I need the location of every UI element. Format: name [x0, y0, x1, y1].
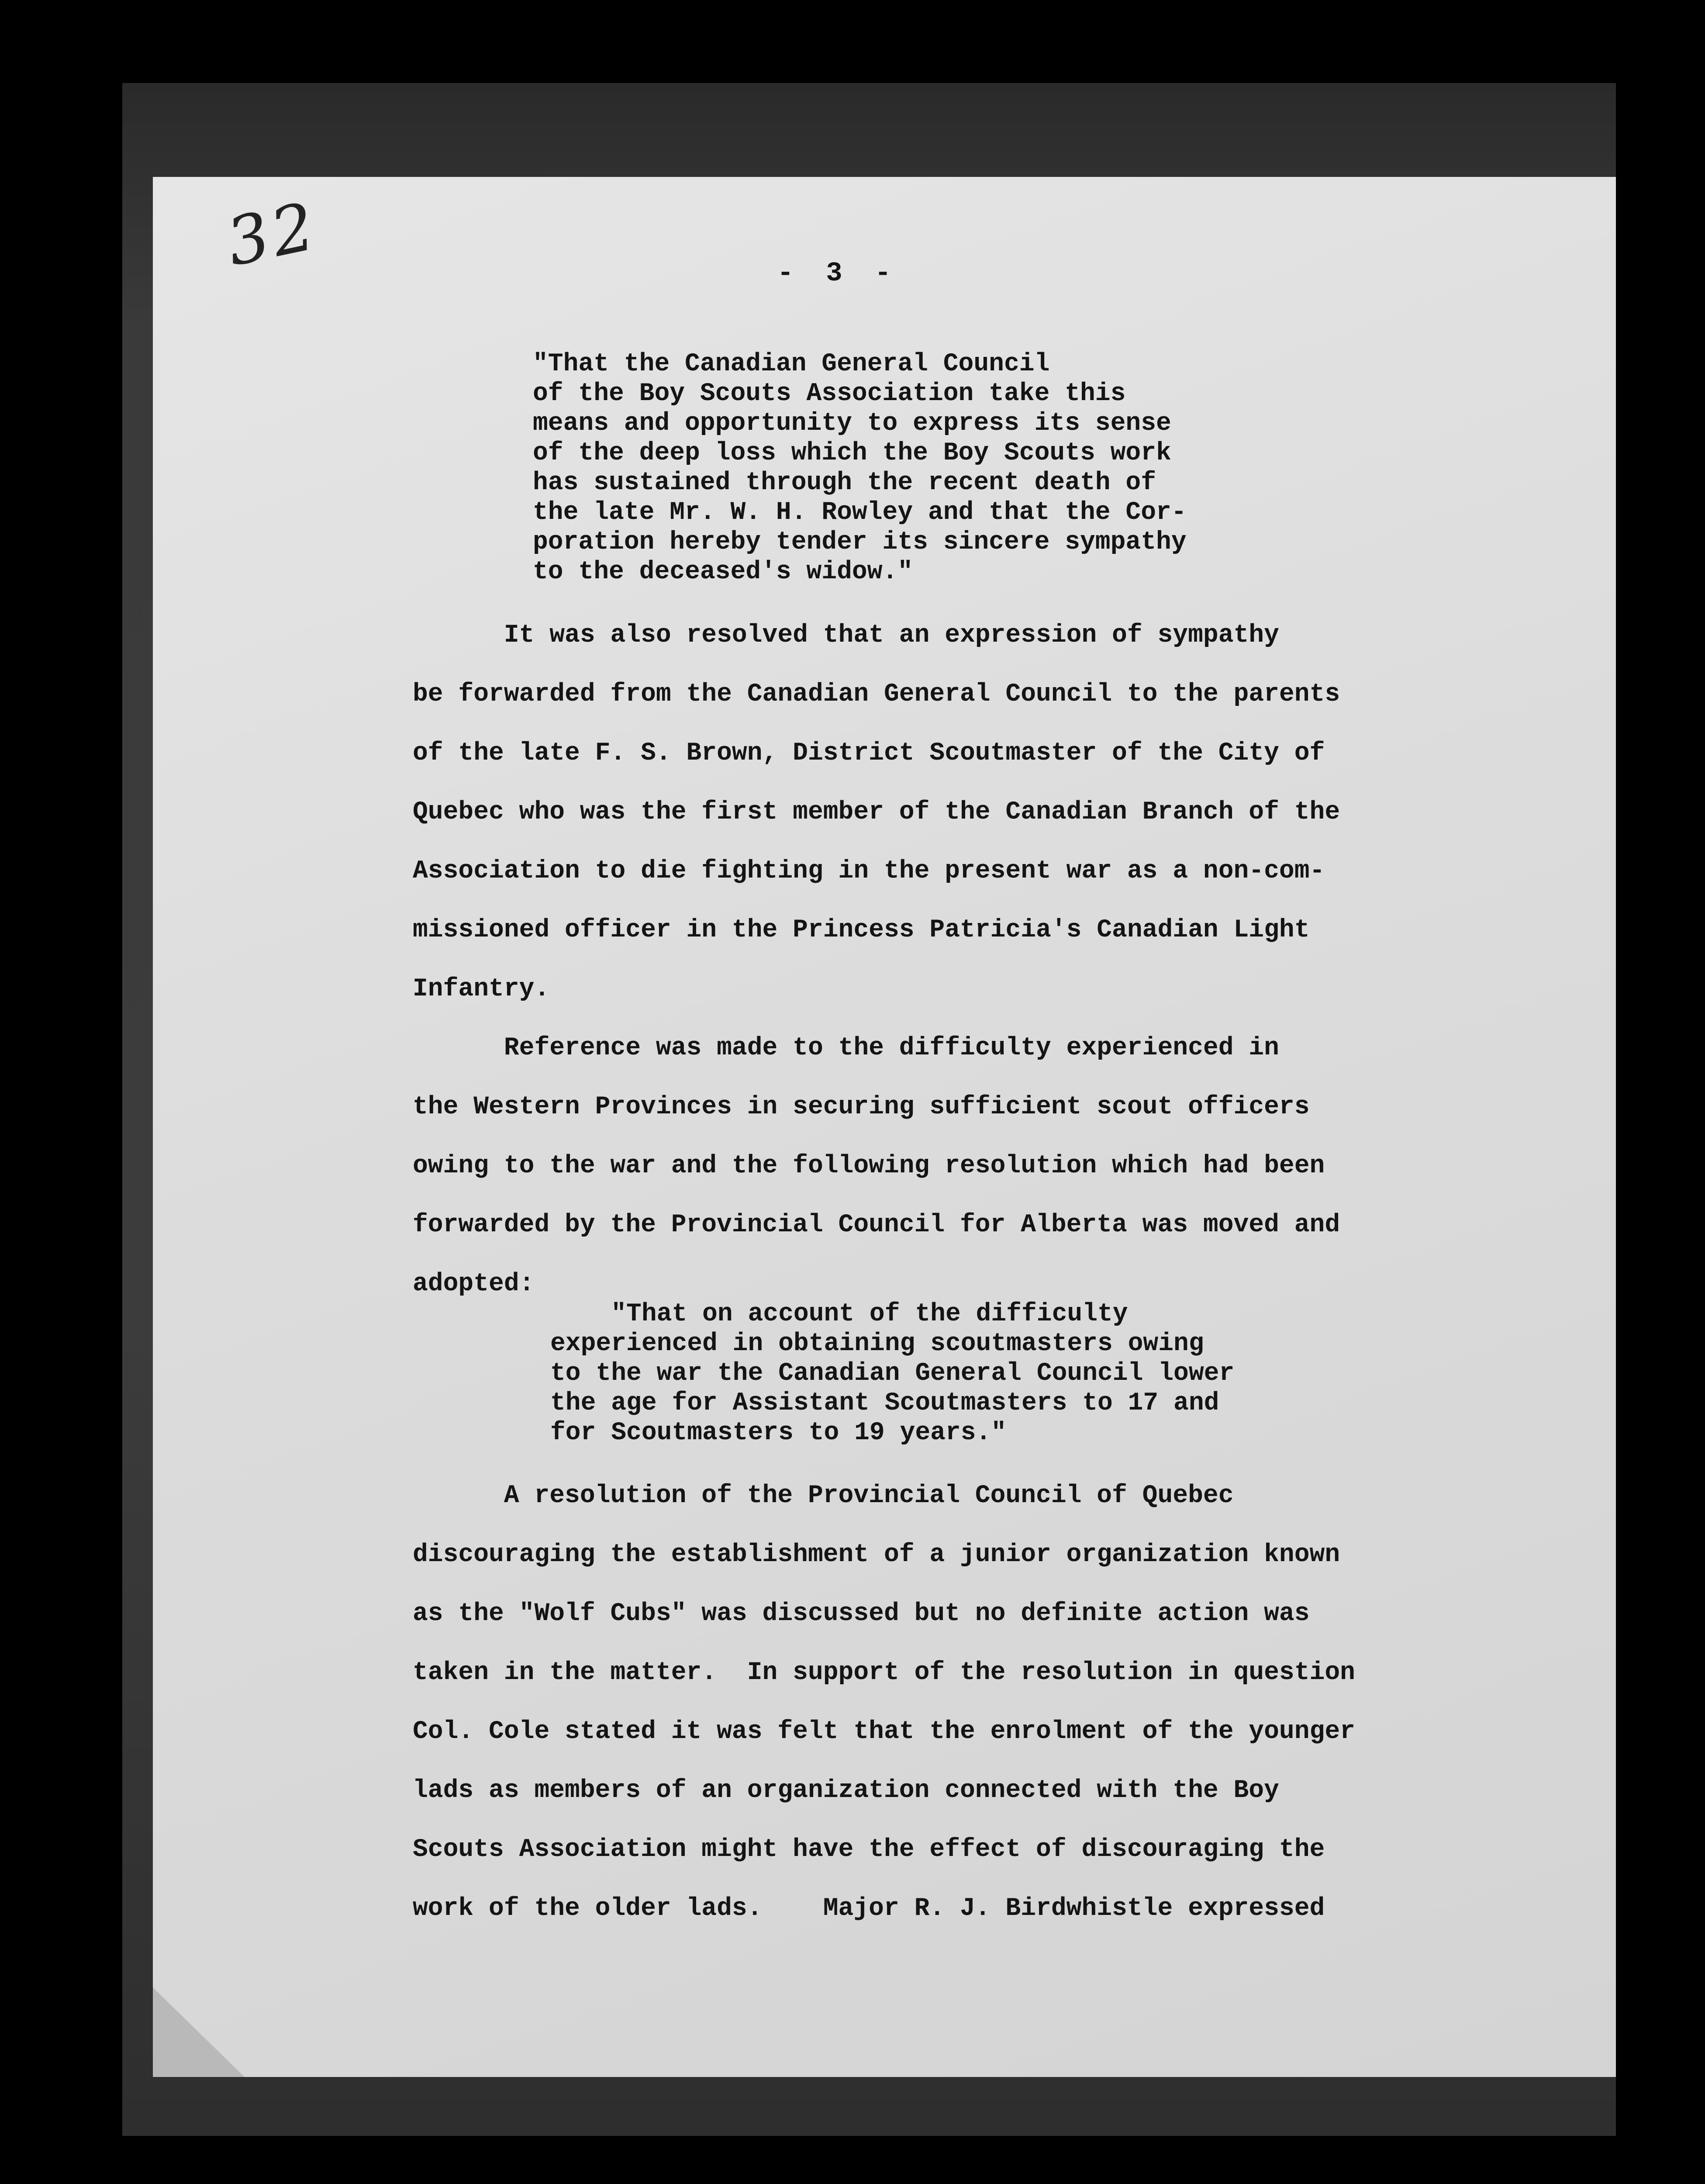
- paragraph-2-line: owing to the war and the following resolution which had been: [413, 1152, 1325, 1180]
- folded-corner: [153, 1987, 245, 2077]
- quote-line: "That the Canadian General Council: [533, 350, 1050, 378]
- paragraph-3-line: taken in the matter. In support of the resolution in question: [413, 1659, 1355, 1687]
- quote-line: the age for Assistant Scoutmasters to 17 and: [550, 1389, 1219, 1417]
- quote-line: poration hereby tender its sincere sympathy: [533, 528, 1187, 556]
- quote-line: of the Boy Scouts Association take this: [533, 380, 1126, 408]
- quote-line: to the deceased's widow.": [533, 558, 913, 586]
- quote-line: experienced in obtaining scoutmasters owing: [550, 1330, 1204, 1358]
- paragraph-2-line: the Western Provinces in securing sufficient scout officers: [413, 1093, 1310, 1121]
- paragraph-1-line: Infantry.: [413, 975, 550, 1003]
- quote-line: "That on account of the difficulty: [550, 1300, 1128, 1328]
- paragraph-1-line: be forwarded from the Canadian General Council to the parents: [413, 680, 1340, 708]
- quote-line: for Scoutmasters to 19 years.": [550, 1419, 1007, 1447]
- paragraph-1-line: It was also resolved that an expression of sympathy: [413, 621, 1279, 650]
- paragraph-3-line: Col. Cole stated it was felt that the enrolment of the younger: [413, 1717, 1355, 1746]
- paragraph-2-line: forwarded by the Provincial Council for Alberta was moved and: [413, 1211, 1340, 1239]
- paragraph-2-line: adopted:: [413, 1270, 535, 1298]
- paragraph-3-line: lads as members of an organization connected with the Boy: [413, 1776, 1279, 1805]
- handwritten-folio-number: 32: [220, 188, 324, 281]
- paragraph-1-line: Quebec who was the first member of the Canadian Branch of the: [413, 798, 1340, 826]
- paragraph-3-line: discouraging the establishment of a junior organization known: [413, 1541, 1340, 1569]
- quote-line: means and opportunity to express its sense: [533, 409, 1171, 438]
- quote-line: has sustained through the recent death of: [533, 469, 1156, 497]
- quote-line: the late Mr. W. H. Rowley and that the Cor-: [533, 498, 1187, 527]
- paragraph-3-line: work of the older lads. Major R. J. Birdwhistle expressed: [413, 1894, 1325, 1923]
- quote-rowley-resolution: [533, 349, 1187, 587]
- paragraph-1-line: of the late F. S. Brown, District Scoutmaster of the City of: [413, 739, 1325, 767]
- quote-alberta-resolution: [550, 1299, 1234, 1448]
- paragraph-3-line: A resolution of the Provincial Council of Quebec: [413, 1482, 1234, 1510]
- page-number: - 3 -: [777, 258, 891, 289]
- paragraph-3-line: as the "Wolf Cubs" was discussed but no definite action was: [413, 1600, 1310, 1628]
- paragraph-2-line: Reference was made to the difficulty experienced in: [413, 1034, 1279, 1062]
- paragraph-3-line: Scouts Association might have the effect of discouraging the: [413, 1835, 1325, 1864]
- paragraph-1-line: missioned officer in the Princess Patricia's Canadian Light: [413, 916, 1310, 944]
- quote-line: to the war the Canadian General Council lower: [550, 1359, 1235, 1388]
- paragraph-1-line: Association to die fighting in the present war as a non-com-: [413, 857, 1325, 885]
- quote-line: of the deep loss which the Boy Scouts work: [533, 439, 1171, 467]
